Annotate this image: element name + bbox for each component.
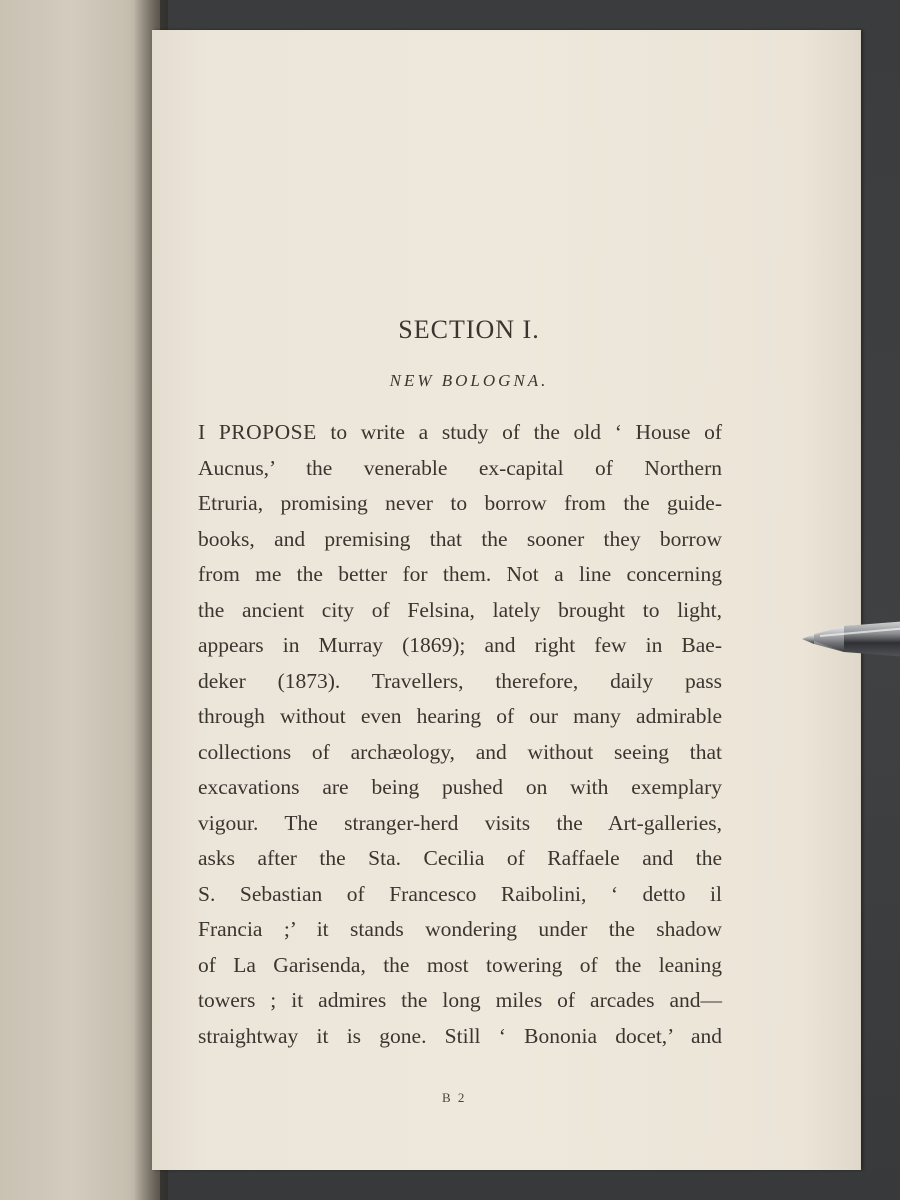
text-line: excavations are being pushed on with exemplary xyxy=(198,775,722,799)
book-page xyxy=(152,30,861,1170)
text-line: the ancient city of Felsina, lately brought to light, xyxy=(198,597,722,622)
text-line xyxy=(198,415,722,451)
page-text-block xyxy=(198,315,722,1054)
text-line: vigour. The stranger-herd visits the Art-galleries, xyxy=(198,810,722,835)
section-subtitle: NEW BOLOGNA. xyxy=(389,371,549,390)
signature-mark: B 2 xyxy=(442,1090,467,1105)
text-line: deker (1873). Travellers, therefore, daily pass xyxy=(198,668,722,693)
text-line: Francia ;’ it stands wondering under the shadow xyxy=(198,917,722,941)
text-line: collections of archæology, and without seeing that xyxy=(198,739,722,764)
section-title: SECTION I. xyxy=(398,315,540,344)
text-line: towers ; it admires the long miles of arcades and— xyxy=(198,988,722,1012)
text-line: straightway it is gone. Still ‘ Bononia docet,’ and xyxy=(198,1023,722,1048)
first-word: I xyxy=(198,420,206,444)
text-line: Aucnus,’ the venerable ex-capital of Northern xyxy=(198,455,722,480)
first-line-rest: to write a study of the old ‘ House of xyxy=(316,420,723,444)
text-line: S. Sebastian of Francesco Raibolini, ‘ detto il xyxy=(198,881,722,906)
body-paragraph xyxy=(198,415,722,1054)
text-line: through without even hearing of our many admirable xyxy=(198,704,722,728)
text-line: books, and premising that the sooner they borrow xyxy=(198,526,722,551)
text-line: of La Garisenda, the most towering of the leaning xyxy=(198,952,722,977)
text-line: Etruria, promising never to borrow from the guide- xyxy=(198,491,722,515)
pen-icon xyxy=(800,612,900,668)
first-word-smallcaps: PROPOSE xyxy=(218,420,317,444)
text-line: asks after the Sta. Cecilia of Raffaele and the xyxy=(198,846,722,870)
text-line: from me the better for them. Not a line concerning xyxy=(198,562,722,586)
text-line: appears in Murray (1869); and right few in Bae- xyxy=(198,633,722,657)
